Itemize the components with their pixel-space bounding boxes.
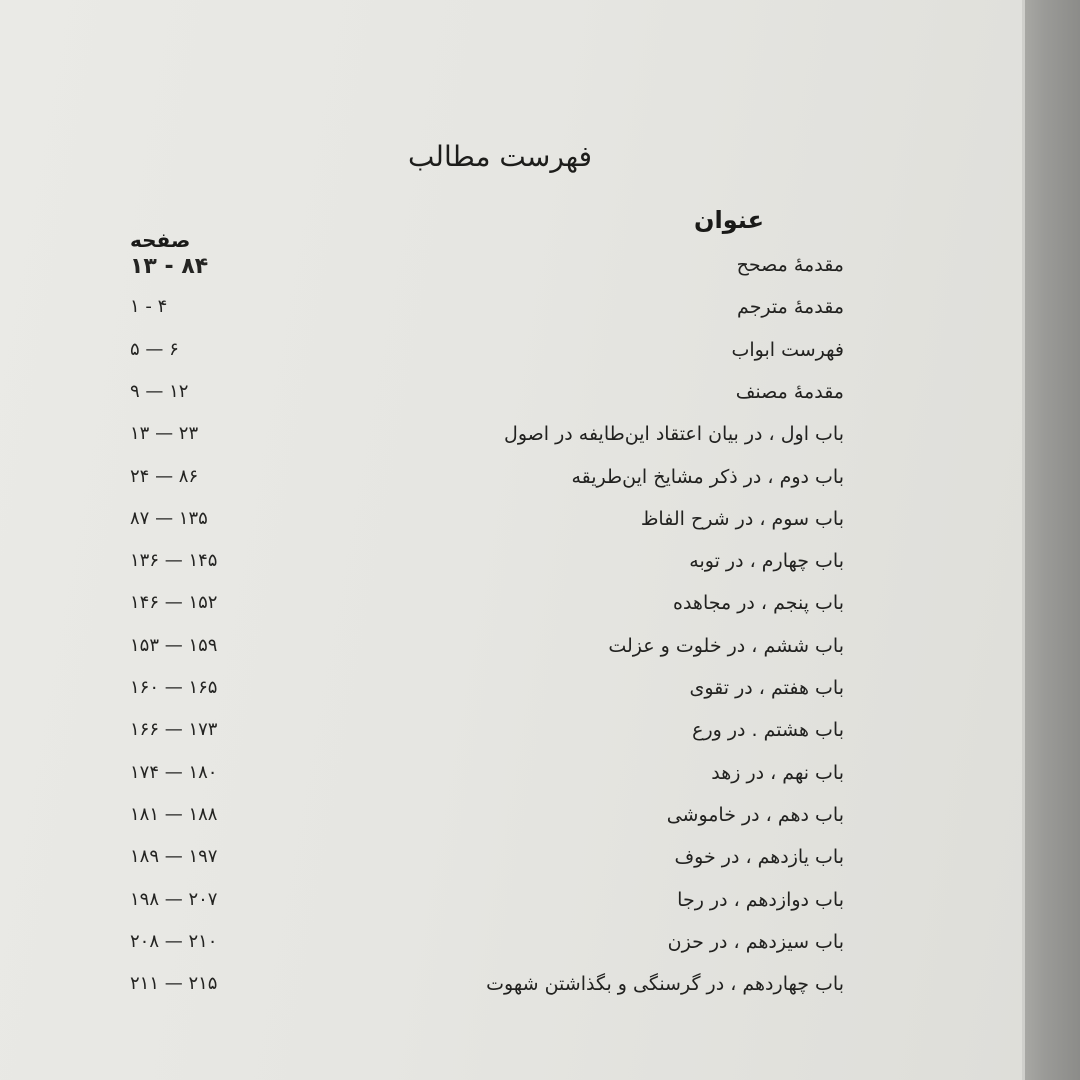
- toc-entry-pages: ۱۲ — ۹: [130, 380, 189, 402]
- toc-entry-title: باب سوم ، در شرح الفاظ: [640, 507, 844, 530]
- toc-entry-pages: ۶ — ۵: [130, 338, 179, 360]
- toc-entry-title: باب دوازدهم ، در رجا: [677, 888, 844, 911]
- toc-entry-pages: ۱۴۵ — ۱۳۶: [130, 550, 218, 572]
- toc-entry-title: مقدمهٔ مترجم: [737, 296, 844, 319]
- toc-entry-title: باب هشتم . در ورع: [692, 719, 844, 742]
- toc-entry-title: باب چهارم ، در توبه: [689, 550, 844, 573]
- toc-entry-pages: ۱۳۵ — ۸۷: [130, 507, 208, 529]
- toc-row: [0, 719, 1022, 759]
- toc-entry-title: باب دهم ، در خاموشی: [666, 803, 844, 826]
- book-gutter: [1022, 0, 1080, 1080]
- page-column-header: صفحه: [130, 228, 191, 252]
- toc-entry-pages: ۱۷۳ — ۱۶۶: [130, 719, 218, 741]
- page-edge: [1022, 0, 1025, 1080]
- toc-entry-title: باب پنجم ، در مجاهده: [673, 592, 844, 615]
- toc-row: [0, 804, 1022, 844]
- toc-entry-pages: ۱۵۲ — ۱۴۶: [130, 592, 218, 614]
- toc-row: [0, 762, 1022, 802]
- toc-entry-pages: ۱۵۹ — ۱۵۳: [130, 634, 218, 656]
- title-column-header: عنوان: [694, 206, 764, 234]
- toc-row: [0, 381, 1022, 421]
- page-title: فهرست مطالب: [407, 140, 593, 173]
- toc-entry-pages: ۲۳ — ۱۳: [130, 423, 199, 445]
- toc-entry-title: باب هفتم ، در تقوی: [689, 677, 844, 699]
- toc-entry-pages: ۲۰۷ — ۱۹۸: [130, 888, 218, 910]
- toc-entry-pages: ۱۸۸ — ۱۸۱: [130, 803, 218, 825]
- toc-row: [0, 466, 1022, 506]
- toc-entry-title: باب اول ، در بیان اعتقاد این‌طایفه در اصول: [504, 423, 844, 446]
- toc-entry-pages: ۲۱۵ — ۲۱۱: [130, 973, 218, 995]
- toc-entry-title: باب ششم ، در خلوت و عزلت: [608, 634, 844, 657]
- toc-entry-pages: ۱۹۷ — ۱۸۹: [130, 846, 218, 868]
- toc-row: [0, 635, 1022, 675]
- toc-entry-title: باب چهاردهم ، در گرسنگی و بگذاشتن شهوت: [486, 973, 844, 996]
- toc-entry-title: باب نهم ، در زهد: [711, 761, 844, 784]
- toc-entry-title: مقدمهٔ مصنف: [735, 380, 844, 403]
- toc-entry-title: فهرست ابواب: [731, 338, 844, 361]
- toc-row: [0, 846, 1022, 886]
- toc-row: [0, 931, 1022, 971]
- toc-entry-pages: ۸۴ - ۱۳: [130, 254, 209, 279]
- toc-row: [0, 339, 1022, 379]
- toc-entry-pages: ۱۶۵ — ۱۶۰: [130, 677, 218, 698]
- toc-entry-pages: ۸۶ — ۲۴: [130, 465, 199, 487]
- toc-entry-pages: ۴ - ۱: [130, 296, 168, 318]
- toc-entry-pages: ۱۸۰ — ۱۷۴: [130, 761, 218, 783]
- toc-row: [0, 254, 1022, 294]
- toc-entry-pages: ۲۱۰ — ۲۰۸: [130, 930, 218, 952]
- toc-entry-title: باب یازدهم ، در خوف: [674, 846, 844, 869]
- toc-row: [0, 423, 1022, 463]
- toc-entry-title: باب دوم ، در ذکر مشایخ این‌طریقه: [571, 465, 844, 488]
- toc-row: [0, 973, 1022, 1013]
- toc-entry-title: باب سیزدهم ، در حزن: [667, 930, 844, 953]
- toc-row: [0, 889, 1022, 929]
- toc-row: [0, 592, 1022, 632]
- toc-row: [0, 508, 1022, 548]
- toc-row: [0, 550, 1022, 590]
- toc-row: [0, 677, 1022, 717]
- toc-entry-title: مقدمهٔ مصحح: [736, 254, 844, 276]
- toc-row: [0, 296, 1022, 336]
